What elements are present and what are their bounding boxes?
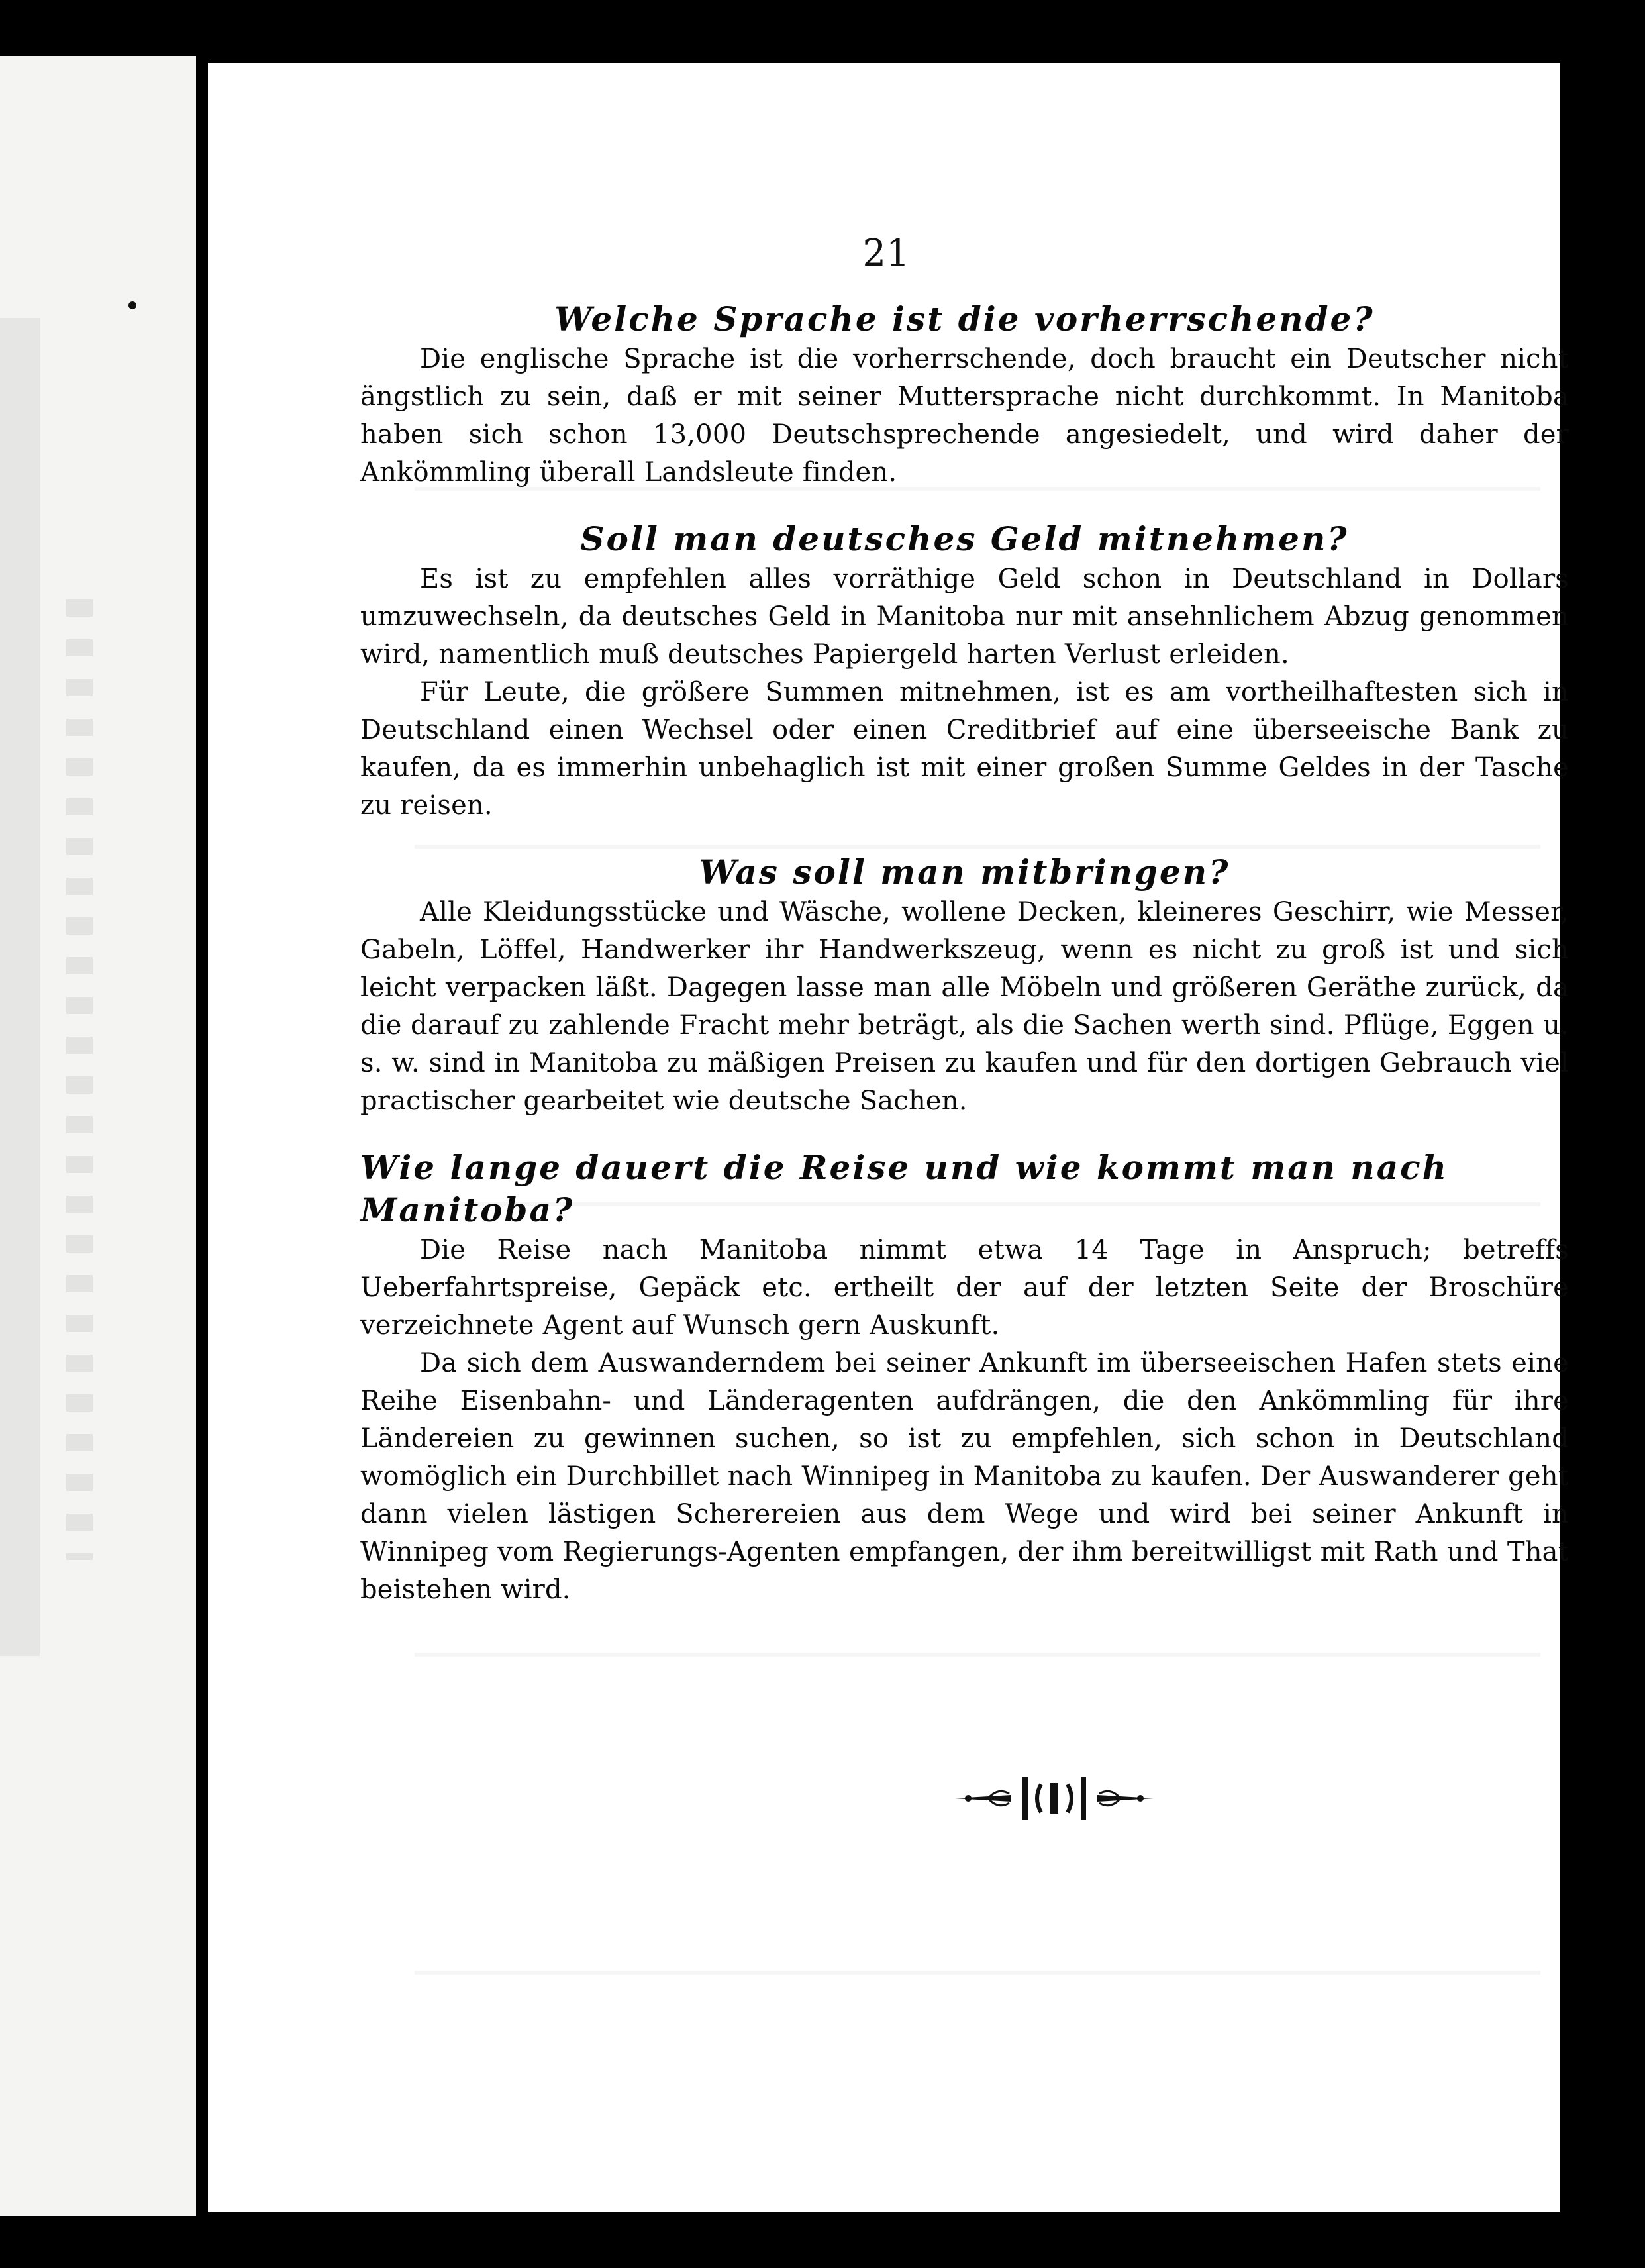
paragraph: Für Leute, die größere Summen mitnehmen, ist es am vortheilhaftesten sich in Deutschland einen Wechsel oder einen Creditbrief auf eine überseeische Bank zu kaufen, da es immerhin unbehaglich ist mit einer großen Summe Geldes in der Tasche zu reisen. — [360, 677, 1569, 821]
left-facing-page — [0, 56, 196, 2216]
page-number: 21 — [862, 232, 910, 275]
paragraph: Alle Kleidungsstücke und Wäsche, wollene Decken, kleineres Geschirr, wie Messer, Gabeln, Löffel, Handwerker ihr Handwerkszeug, wenn es nicht zu groß ist und sich leicht verpacken läßt. Dagegen lasse man alle Möbeln und größeren Geräthe zurück, da die darauf zu zahlende Fracht mehr beträgt, als die Sachen werth sind. Pflüge, Eggen u. s. w. sind in Manitoba zu mäßigen Preisen zu kaufen und für den dortigen Gebrauch viel practischer gearbeitet wie deutsche Sachen. — [360, 897, 1569, 1116]
section-language — [360, 298, 1569, 491]
section-luggage — [360, 851, 1569, 1120]
section-journey — [360, 1147, 1569, 1609]
left-page-mark — [128, 301, 136, 309]
left-page-plate — [0, 318, 40, 1656]
page-body — [360, 298, 1569, 1635]
paragraph: Die englische Sprache ist die vorherrschende, doch braucht ein Deutscher nicht ängstlich zu sein, daß er mit seiner Muttersprache nicht durchkommt. In Manitoba haben sich schon 13,000 Deutschsprechende angesiedelt, und wird daher der Ankömmling überall Landsleute finden. — [360, 344, 1569, 488]
section-heading: Welche Sprache ist die vorherrschende? — [554, 299, 1375, 338]
bleed-line — [415, 1653, 1540, 1657]
left-page-bleed-through — [66, 599, 93, 1560]
book-page — [208, 63, 1569, 2212]
paragraph: Es ist zu empfehlen alles vorräthige Geld schon in Deutschland in Dollars umzuwechseln, da deutsches Geld in Manitoba nur mit ansehnlichem Abzug genommen wird, namentlich muß deutsches Papiergeld harten Verlust erleiden. — [360, 564, 1569, 670]
section-heading: Was soll man mitbringen? — [699, 852, 1230, 892]
paragraph: Die Reise nach Manitoba nimmt etwa 14 Tage in Anspruch; betreffs Ueberfahrtspreise, Gepäck etc. ertheilt der auf der letzten Seite der Broschüre verzeichnete Agent auf Wunsch gern Auskunft. — [360, 1235, 1569, 1341]
section-heading: Soll man deutsches Geld mitnehmen? — [580, 519, 1349, 558]
section-money — [360, 518, 1569, 825]
section-heading: Wie lange dauert die Reise und wie kommt man nach Manitoba? — [360, 1148, 1448, 1229]
paragraph: Da sich dem Auswanderndem bei seiner Ankunft im überseeischen Hafen stets eine Reihe Eisenbahn- und Länderagenten aufdrängen, die den Ankömmling für ihre Ländereien zu gewinnen suchen, so ist zu empfehlen, sich schon in Deutschland womöglich ein Durchbillet nach Winnipeg in Manitoba zu kaufen. Der Auswanderer geht dann vielen lästigen Scherereien aus dem Wege und wird bei seiner Ankunft in Winnipeg vom Regierungs-Agenten empfangen, der ihm bereitwilligst mit Rath und That beistehen wird. — [360, 1348, 1569, 1605]
end-ornament — [948, 1769, 1160, 1828]
bleed-line — [415, 1971, 1540, 1975]
book-gutter — [196, 56, 208, 2216]
